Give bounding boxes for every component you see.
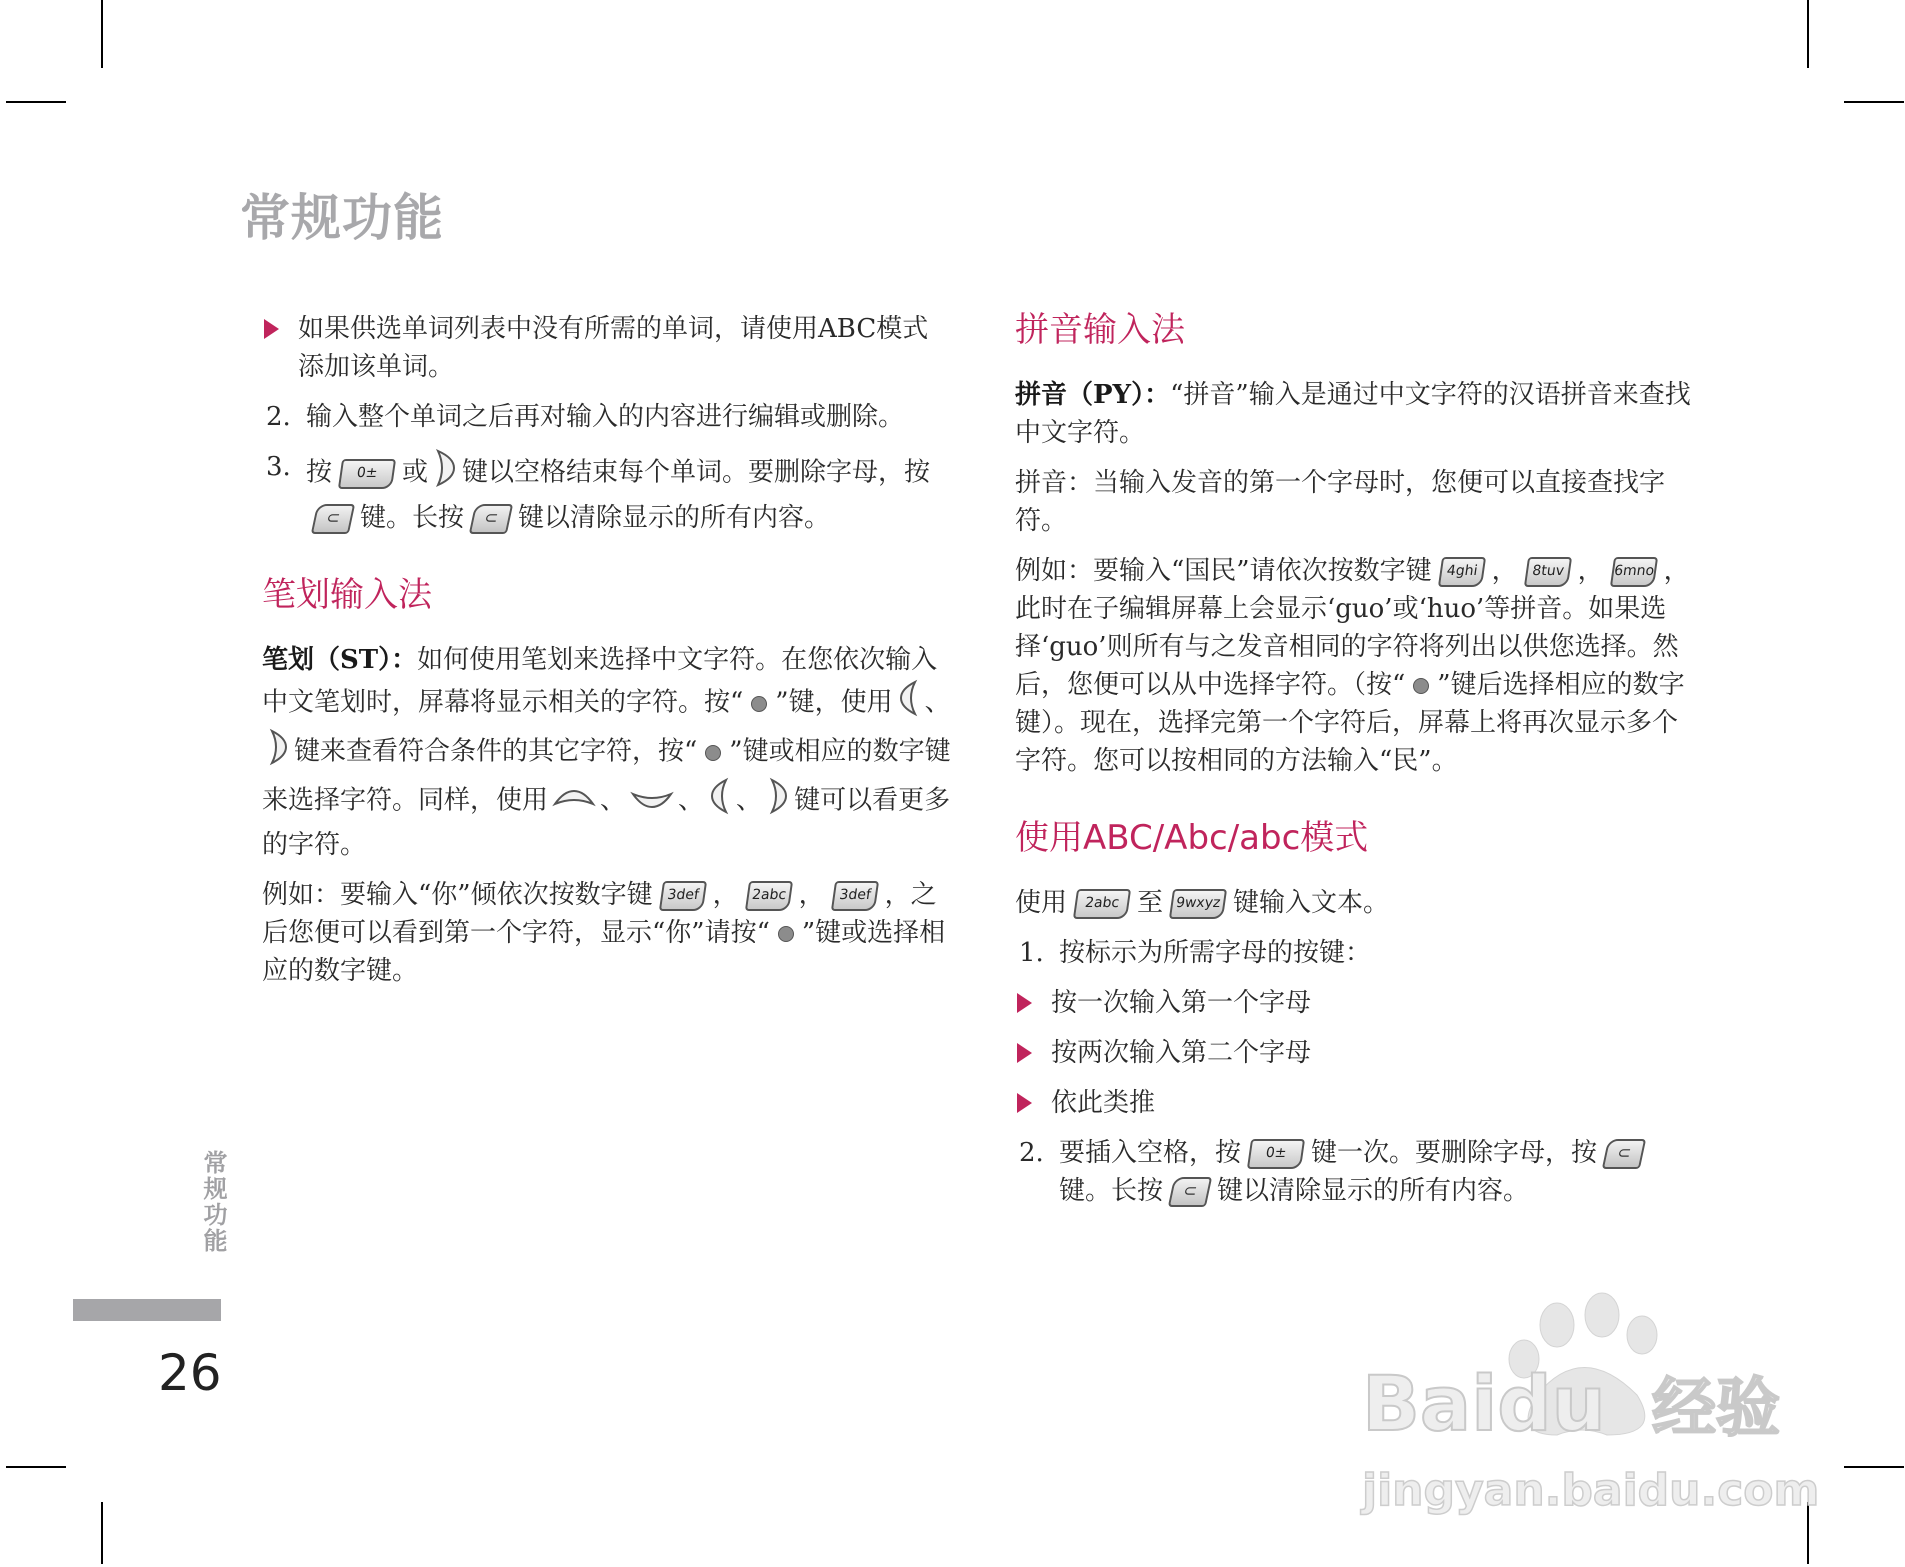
key-9-icon: 9wxyz bbox=[1169, 889, 1227, 919]
crop-mark bbox=[1844, 101, 1904, 103]
py-label: 拼音（PY）： bbox=[1015, 380, 1171, 410]
para-text: ”键或选择相应的数字键。 bbox=[262, 918, 946, 986]
para-text: 、 bbox=[736, 785, 763, 816]
st-label: 笔划（ST）： bbox=[262, 645, 418, 675]
item-text: 或 bbox=[402, 457, 429, 488]
para-text: 键输入文本。 bbox=[1233, 888, 1390, 918]
para-text: ，此时在子编辑屏幕上会显示‘guo’或‘huo’等拼音。如果选择‘guo’则所有与之发音相同的字符将列出以供您选择。然后，您便可以从中选择字符。（按“ bbox=[1015, 556, 1690, 700]
item-text: 键一次。要删除字母，按 bbox=[1311, 1138, 1598, 1168]
para-text: 键来查看符合条件的其它字符，按“ bbox=[294, 736, 698, 767]
key-3-icon: 3def bbox=[658, 881, 706, 911]
pinyin-example bbox=[1015, 552, 1695, 780]
item-text: 键。长按 bbox=[360, 503, 465, 533]
key-2-icon: 2abc bbox=[1073, 889, 1131, 919]
pinyin-paragraph-2: 拼音：当输入发音的第一个字母时，您便可以直接查找字符。 bbox=[1015, 468, 1666, 536]
item-number: 1. bbox=[1019, 938, 1044, 968]
baidu-watermark-logo bbox=[1352, 1285, 1822, 1529]
list-item bbox=[1015, 1084, 1695, 1122]
key-4-icon: 4ghi bbox=[1437, 557, 1485, 587]
nav-down-key-icon bbox=[630, 783, 674, 821]
key-0-icon: 0± bbox=[1247, 1139, 1305, 1169]
example-paragraph bbox=[262, 876, 952, 990]
triangle-bullet-icon bbox=[264, 319, 279, 339]
crop-mark bbox=[6, 101, 66, 103]
para-text: ”键，使用 bbox=[775, 687, 893, 718]
item-text: 输入整个单词之后再对输入的内容进行编辑或删除。 bbox=[306, 402, 905, 432]
pinyin-paragraph bbox=[1015, 376, 1695, 452]
triangle-bullet-icon bbox=[1017, 993, 1032, 1013]
para-text: 、 bbox=[678, 785, 705, 816]
stroke-paragraph bbox=[262, 641, 952, 864]
para-text: 如何使用笔划来选择中文字符。在您依次输入中文笔划时，屏幕将显示相关的字符。按“ bbox=[262, 645, 938, 718]
para-text: ， bbox=[1491, 556, 1518, 586]
page-title: 常规功能 bbox=[240, 189, 444, 247]
list-item bbox=[262, 398, 952, 436]
para-text: ”键或相应的数字键来选择字符。同样，使用 bbox=[262, 736, 951, 816]
right-column bbox=[1015, 308, 1695, 1222]
item-text: 要插入空格，按 bbox=[1059, 1138, 1242, 1168]
item-text: 键以清除显示的所有内容。 bbox=[518, 503, 831, 533]
para-text: 至 bbox=[1137, 888, 1164, 918]
nav-left-key-icon bbox=[708, 777, 732, 826]
clear-key-icon: ⊂ bbox=[469, 504, 513, 534]
para-text: 例如：要输入“国民”请依次按数字键 bbox=[1015, 556, 1432, 586]
list-item bbox=[1015, 984, 1695, 1022]
side-section-label: 常规功能 bbox=[199, 1150, 227, 1254]
para-text: 、 bbox=[924, 687, 951, 718]
para-text: 键可以看更多的字符。 bbox=[262, 785, 951, 860]
crop-mark bbox=[6, 1466, 66, 1468]
key-8-icon: 8tuv bbox=[1524, 557, 1572, 587]
ok-key-icon bbox=[751, 696, 767, 712]
clear-key-icon: ⊂ bbox=[1168, 1177, 1212, 1207]
abc-paragraph bbox=[1015, 884, 1695, 922]
crop-mark bbox=[1844, 1466, 1904, 1468]
item-text: 键以空格结束每个单词。要删除字母，按 bbox=[462, 457, 931, 488]
section-title-abc: 使用ABC/Abc/abc模式 bbox=[1015, 818, 1369, 858]
bullet-text: 按两次输入第二个字母 bbox=[1051, 1038, 1312, 1068]
section-title-stroke: 笔划输入法 bbox=[262, 575, 432, 615]
para-text: 、 bbox=[600, 785, 627, 816]
nav-right-key-icon bbox=[266, 728, 290, 777]
para-text: 使用 bbox=[1015, 888, 1068, 918]
ok-key-icon bbox=[1413, 678, 1429, 694]
key-2-icon: 2abc bbox=[745, 881, 793, 911]
item-text: 键以清除显示的所有内容。 bbox=[1217, 1176, 1530, 1206]
ok-key-icon bbox=[705, 745, 721, 761]
list-item bbox=[1015, 1134, 1695, 1210]
triangle-bullet-icon bbox=[1017, 1043, 1032, 1063]
para-text: ，之后您便可以看到第一个字符，显示“你”请按“ bbox=[262, 880, 937, 948]
item-number: 3. bbox=[266, 452, 291, 482]
list-item bbox=[1015, 1034, 1695, 1072]
item-number: 2. bbox=[1019, 1138, 1044, 1168]
item-text: 按 bbox=[306, 457, 333, 488]
section-title-pinyin: 拼音输入法 bbox=[1015, 310, 1185, 350]
watermark-url: jingyan.baidu.com bbox=[1362, 1465, 1820, 1516]
para-text: ”键后选择相应的数字键）。现在，选择完第一个字符后，屏幕上将再次显示多个字符。您可以按相同的方法输入“民”。 bbox=[1015, 670, 1685, 776]
crop-mark bbox=[101, 1502, 103, 1564]
nav-left-key-icon bbox=[897, 679, 921, 728]
para-text: 例如：要输入“你”倾依次按数字键 bbox=[262, 880, 653, 910]
left-column bbox=[262, 310, 952, 1002]
list-item bbox=[262, 448, 952, 537]
clear-key-icon: ⊂ bbox=[311, 504, 355, 534]
para-text: “拼音”输入是通过中文字符的汉语拼音来查找中文字符。 bbox=[1015, 380, 1691, 448]
key-3-icon: 3def bbox=[831, 881, 879, 911]
para-text: ， bbox=[712, 880, 739, 910]
watermark-cn: 经验 bbox=[1652, 1372, 1780, 1446]
crop-mark bbox=[1807, 0, 1809, 68]
watermark-brand: Baidu bbox=[1362, 1359, 1606, 1448]
para-text: ， bbox=[798, 880, 825, 910]
item-text: 键。长按 bbox=[1059, 1176, 1164, 1206]
key-0-icon: 0± bbox=[338, 459, 396, 489]
list-item bbox=[1015, 934, 1695, 972]
page-number: 26 bbox=[158, 1344, 222, 1402]
item-number: 2. bbox=[266, 402, 291, 432]
nav-right-key-icon bbox=[432, 448, 458, 499]
bullet-text: 按一次输入第一个字母 bbox=[1051, 988, 1312, 1018]
nav-right-key-icon bbox=[766, 777, 790, 826]
list-item bbox=[262, 310, 952, 386]
item-text: 按标示为所需字母的按键： bbox=[1059, 938, 1372, 968]
crop-mark bbox=[101, 0, 103, 68]
bullet-text: 如果供选单词列表中没有所需的单词，请使用ABC模式添加该单词。 bbox=[298, 314, 929, 382]
side-tab-bar bbox=[73, 1299, 221, 1321]
clear-key-icon: ⊂ bbox=[1602, 1139, 1646, 1169]
nav-up-key-icon bbox=[552, 783, 596, 821]
triangle-bullet-icon bbox=[1017, 1093, 1032, 1113]
key-6-icon: 6mno bbox=[1610, 557, 1658, 587]
ok-key-icon bbox=[778, 926, 794, 942]
bullet-text: 依此类推 bbox=[1051, 1088, 1156, 1118]
para-text: ， bbox=[1577, 556, 1604, 586]
